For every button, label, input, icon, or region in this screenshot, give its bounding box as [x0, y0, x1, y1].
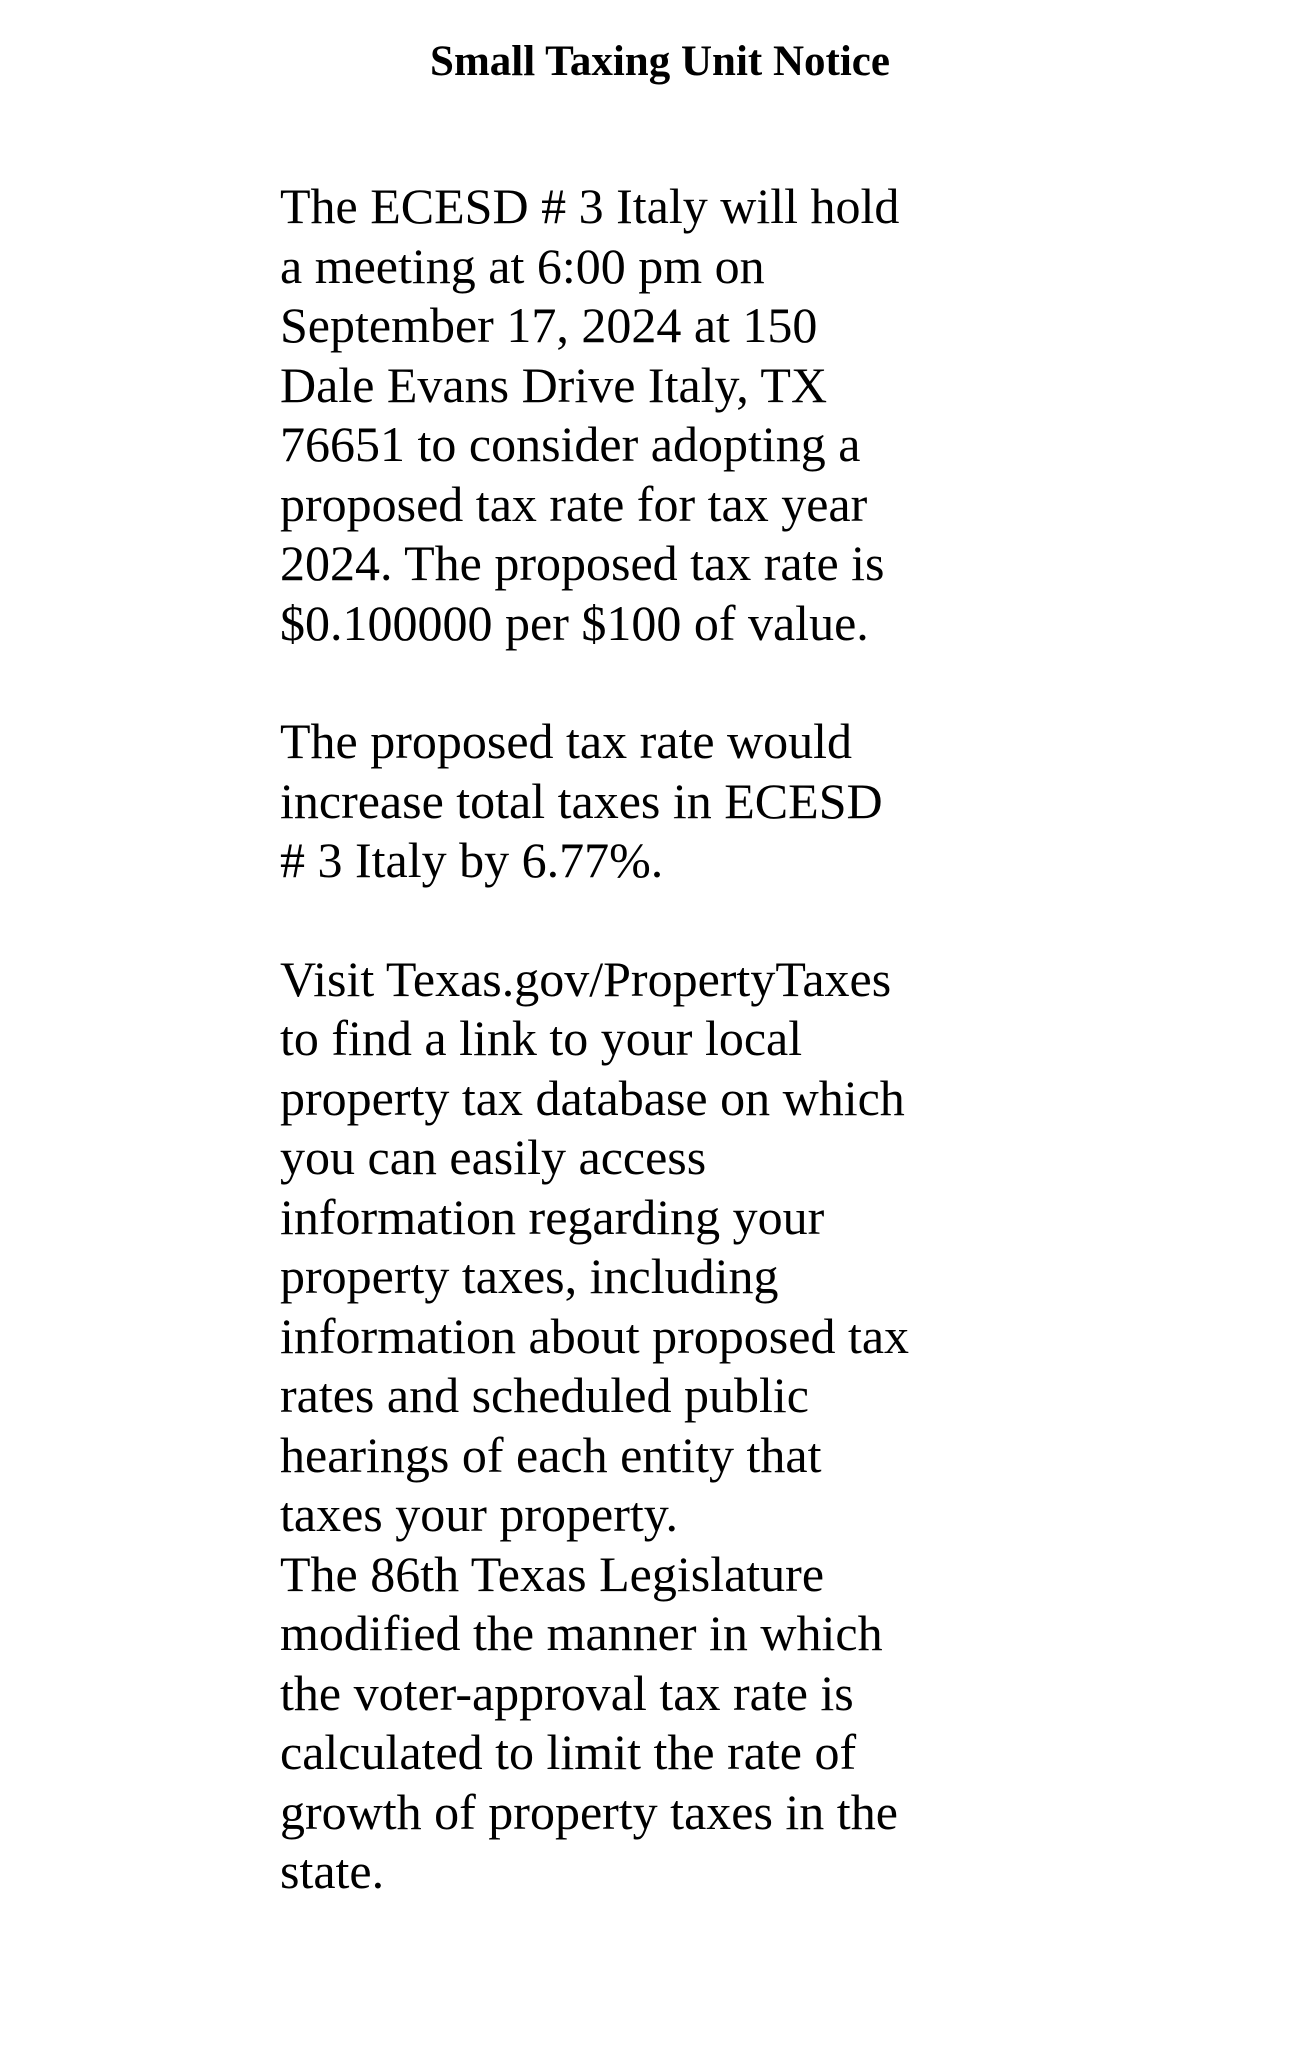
legislature-paragraph: The 86th Texas Legislature modified the manner in which the voter-approval tax rate is calculated to limit the rate of growth of property taxes in the state.	[280, 1545, 898, 1899]
meeting-paragraph: The ECESD # 3 Italy will hold a meeting at 6:00 pm on September 17, 2024 at 150 Dale Evans Drive Italy, TX 76651 to consider adopting a proposed tax rate for tax year 2024. The proposed tax rate is $0.100000 per $100 of value.	[280, 178, 900, 651]
paragraph-spacer	[280, 891, 960, 950]
notice-title: Small Taxing Unit Notice	[430, 38, 890, 85]
notice-body	[280, 177, 960, 1902]
visit-website-paragraph: Visit Texas.gov/PropertyTaxes to find a link to your local property tax database on which you can easily access information regarding your property taxes, including information about proposed tax rates and scheduled public hearings of each entity that taxes your property.	[280, 950, 910, 1542]
paragraph-spacer	[280, 653, 960, 712]
tax-increase-paragraph: The proposed tax rate would increase total taxes in ECESD # 3 Italy by 6.77%.	[280, 713, 883, 888]
